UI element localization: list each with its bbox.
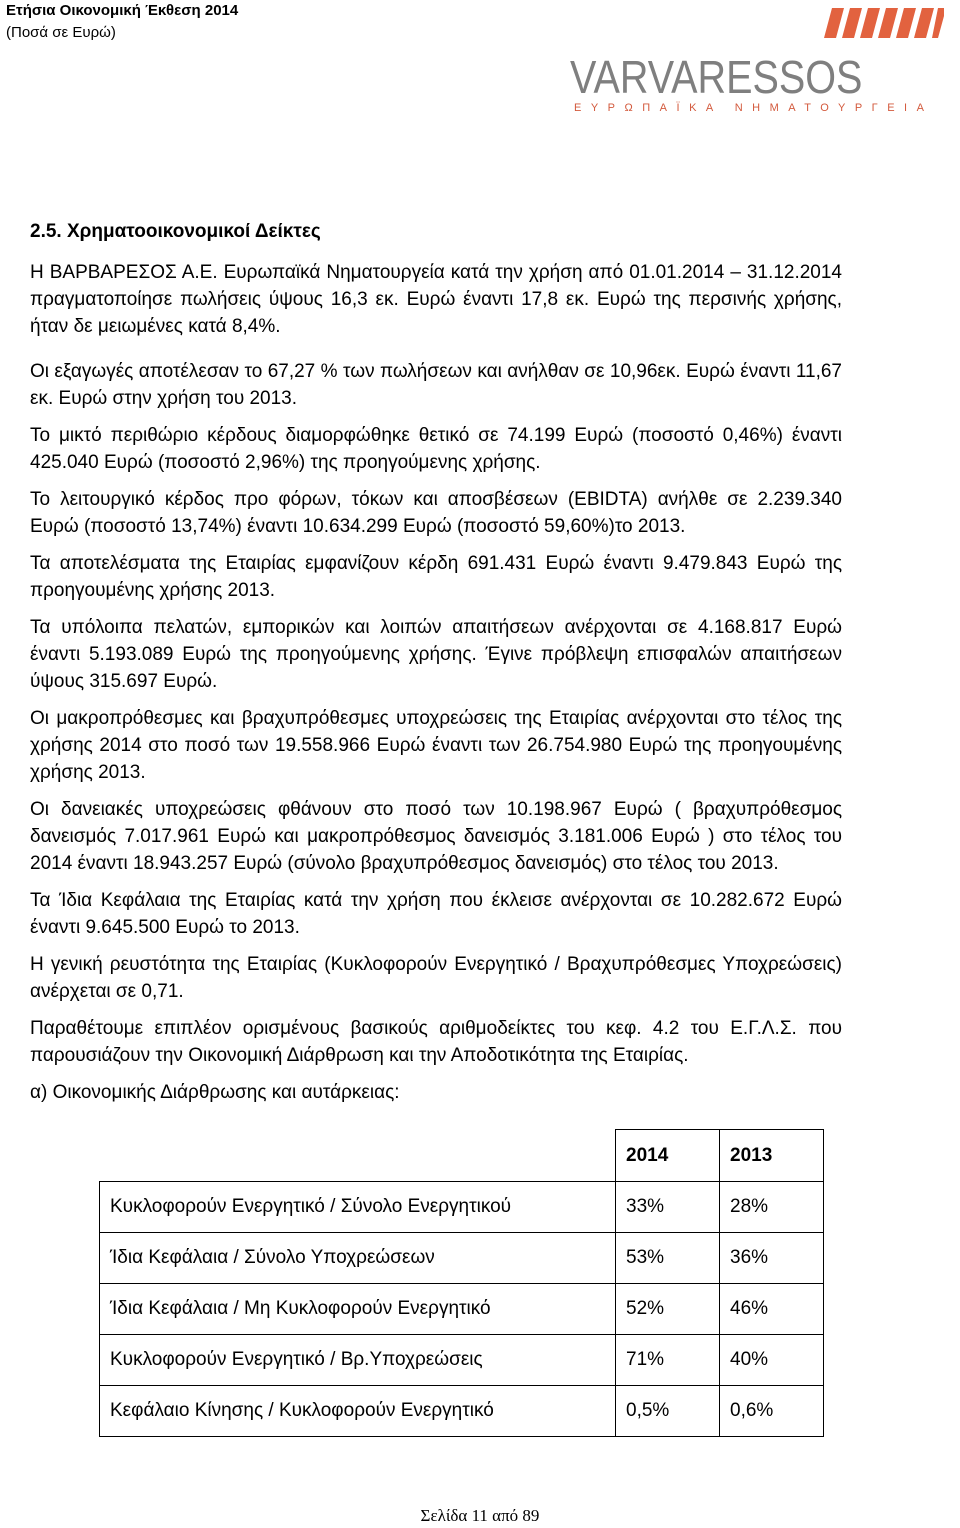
value-2014: 71% — [616, 1335, 720, 1386]
section-content — [30, 218, 842, 1116]
value-2014: 53% — [616, 1233, 720, 1284]
row-label: Κυκλοφορούν Ενεργητικό / Βρ.Υποχρεώσεις — [100, 1335, 616, 1386]
value-2014: 52% — [616, 1284, 720, 1335]
paragraph: Η ΒΑΡΒΑΡΕΣΟΣ Α.Ε. Ευρωπαϊκά Νηματουργεία κατά την χρήση από 01.01.2014 – 31.12.2014 πραγματοποίησε πωλήσεις ύψους 16,3 εκ. Ευρώ έναντι 17,8 εκ. Ευρώ της περσινής χρήσης, ήταν δε μειωμένες κατά 8,4%. — [30, 262, 842, 337]
table-row — [100, 1233, 824, 1284]
ratios-table — [99, 1129, 824, 1437]
paragraph: Τα αποτελέσματα της Εταιρίας εμφανίζουν κέρδη 691.431 Ευρώ έναντι 9.479.843 Ευρώ της προηγουμένης χρήσης 2013. — [30, 553, 842, 601]
paragraph: Η γενική ρευστότητα της Εταιρίας (Κυκλοφορούν Ενεργητικό / Βραχυπρόθεσμες Υποχρεώσεις) ανέρχεται σε 0,71. — [30, 954, 842, 1002]
table-row — [100, 1182, 824, 1233]
report-subtitle: (Ποσά σε Ευρώ) — [6, 24, 116, 41]
value-2013: 40% — [720, 1335, 824, 1386]
row-label: Ίδια Κεφάλαια / Σύνολο Υποχρεώσεων — [100, 1233, 616, 1284]
value-2014: 0,5% — [616, 1386, 720, 1437]
value-2013: 0,6% — [720, 1386, 824, 1437]
logo-wordmark: VARVARESSOS — [570, 51, 863, 103]
table-caption: α) Οικονομικής Διάρθρωσης και αυτάρκειας: — [30, 1082, 400, 1103]
value-2013: 28% — [720, 1182, 824, 1233]
value-2013: 36% — [720, 1233, 824, 1284]
column-header-2014: 2014 — [616, 1130, 720, 1182]
paragraph: Οι εξαγωγές αποτέλεσαν το 67,27 % των πωλήσεων και ανήλθαν σε 10,96εκ. Ευρώ έναντι 11,67 εκ. Ευρώ στην χρήση του 2013. — [30, 361, 842, 409]
section-heading: 2.5. Χρηματοοικονομικοί Δείκτες — [30, 221, 321, 242]
row-label: Ίδια Κεφάλαια / Μη Κυκλοφορούν Ενεργητικό — [100, 1284, 616, 1335]
logo-tagline: ΕΥΡΩΠΑΪΚΑ ΝΗΜΑΤΟΥΡΓΕΙΑ — [574, 102, 934, 114]
table-row — [100, 1335, 824, 1386]
column-header-2013: 2013 — [720, 1130, 824, 1182]
logo-stripes-icon — [824, 8, 944, 38]
table-row — [100, 1386, 824, 1437]
paragraph: Παραθέτουμε επιπλέον ορισμένους βασικούς αριθμοδείκτες του κεφ. 4.2 του Ε.Γ.Λ.Σ. που παρουσιάζουν την Οικονομική Διάρθρωση και την Αποδοτικότητα της Εταιρίας. — [30, 1018, 842, 1066]
table-row — [100, 1284, 824, 1335]
page-number: Σελίδα 11 από 89 — [420, 1506, 540, 1525]
row-label: Κεφάλαιο Κίνησης / Κυκλοφορούν Ενεργητικό — [100, 1386, 616, 1437]
paragraph: Οι δανειακές υποχρεώσεις φθάνουν στο ποσό των 10.198.967 Ευρώ ( βραχυπρόθεσμος δανεισμός 7.017.961 Ευρώ και μακροπρόθεσμος δανεισμός 3.181.006 Ευρώ ) στο τέλος του 2014 έναντι 18.943.257 Ευρώ (σύνολο βραχυπρόθεσμος δανεισμός) στο τέλος του 2013. — [30, 799, 842, 874]
value-2013: 46% — [720, 1284, 824, 1335]
company-logo — [570, 8, 950, 118]
paragraph: Τα Ίδια Κεφάλαια της Εταιρίας κατά την χρήση που έκλεισε ανέρχονται σε 10.282.672 Ευρώ έναντι 9.645.500 Ευρώ το 2013. — [30, 890, 842, 938]
paragraph: Το μικτό περιθώριο κέρδους διαμορφώθηκε θετικό σε 74.199 Ευρώ (ποσοστό 0,46%) έναντι 425.040 Ευρώ (ποσοστό 2,96%) της προηγούμενης χρήσης. — [30, 425, 842, 473]
paragraph: Το λειτουργικό κέρδος προ φόρων, τόκων και αποσβέσεων (EBIDTA) ανήλθε σε 2.239.340 Ευρώ (ποσοστό 13,74%) έναντι 10.634.299 Ευρώ (ποσοστό 59,60%)το 2013. — [30, 489, 842, 537]
value-2014: 33% — [616, 1182, 720, 1233]
table-header-row — [100, 1130, 824, 1182]
page-header — [6, 0, 238, 44]
row-label: Κυκλοφορούν Ενεργητικό / Σύνολο Ενεργητικού — [100, 1182, 616, 1233]
paragraph: Οι μακροπρόθεσμες και βραχυπρόθεσμες υποχρεώσεις της Εταιρίας ανέρχονται στο τέλος της χρήσης 2014 στο ποσό των 19.558.966 Ευρώ έναντι των 26.754.980 Ευρώ της προηγουμένης χρήσης 2013. — [30, 708, 842, 783]
paragraph: Τα υπόλοιπα πελατών, εμπορικών και λοιπών απαιτήσεων ανέρχονται σε 4.168.817 Ευρώ έναντι 5.193.089 Ευρώ της προηγούμενης χρήσης. Έγινε πρόβλεψη επισφαλών απαιτήσεων ύψους 315.697 Ευρώ. — [30, 617, 842, 692]
report-title: Ετήσια Οικονομική Έκθεση 2014 — [6, 2, 239, 19]
